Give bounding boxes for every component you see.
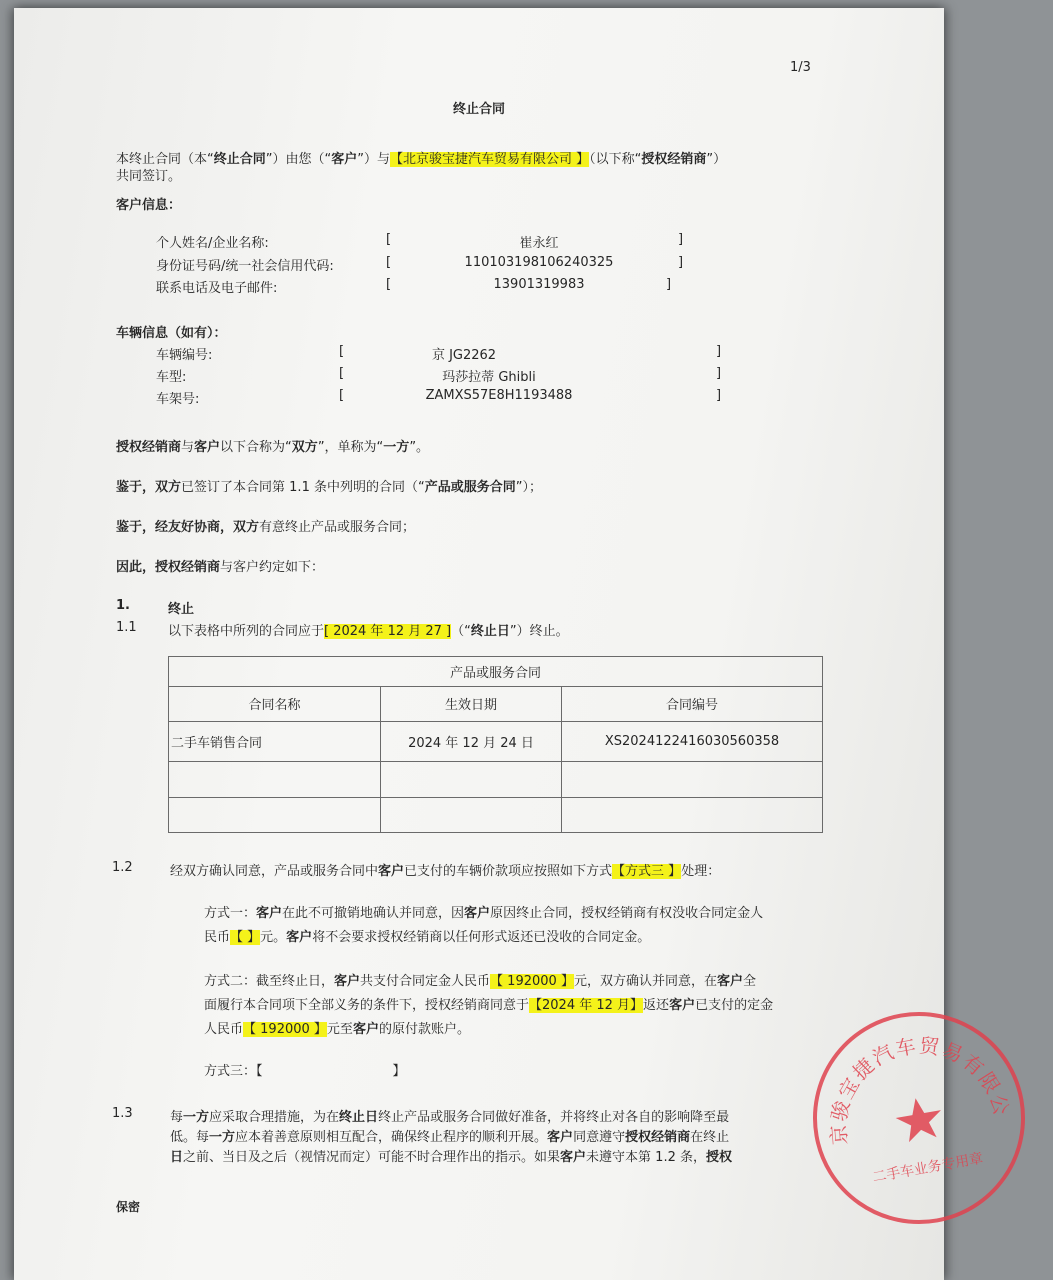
vehicle-plate-label: 车辆编号: xyxy=(156,348,213,363)
clause-1-2-number: 1.2 xyxy=(112,860,133,875)
refund-date-field: 【2024 年 12 月】 xyxy=(529,998,644,1013)
term-product-service-contract: 产品或服务合同 xyxy=(424,480,516,495)
method-1-line-2 xyxy=(204,926,650,945)
clause-text: 元至 xyxy=(326,1022,353,1037)
term-customer: 客户 xyxy=(352,1022,379,1037)
parties-clause xyxy=(116,436,429,455)
method-choice-field: 【方式三 】 xyxy=(612,864,682,879)
clause-1-3-number: 1.3 xyxy=(112,1106,133,1121)
clause-text: 经双方确认同意，产品或服务合同中 xyxy=(170,864,379,879)
method-label: 方式三：【 xyxy=(204,1064,263,1079)
vehicle-info-heading: 车辆信息（如有）： xyxy=(116,326,227,341)
bracket-open: [ xyxy=(386,232,392,247)
vehicle-plate-value: 京 JG2262 xyxy=(431,348,497,363)
table-header-name: 合同名称 xyxy=(169,686,381,722)
clause-1-3-line-3 xyxy=(170,1146,732,1165)
clause-text: 在终止 xyxy=(690,1130,730,1145)
table-row xyxy=(169,761,823,798)
intro-line-2: 共同签订。 xyxy=(116,169,182,184)
term-customer: 客户 xyxy=(256,906,283,921)
table-cell xyxy=(562,798,823,833)
term-customer: 客户 xyxy=(286,930,313,945)
method-1-line-1 xyxy=(204,902,763,921)
intro-term-dealer: 授权经销商 xyxy=(641,152,707,167)
clause-text: 已签订了本合同第 1.1 条中列明的合同（“ xyxy=(181,480,425,495)
vehicle-vin-value: ZAMXS57E8H1193488 xyxy=(425,388,573,403)
table-header-number: 合同编号 xyxy=(562,686,823,722)
table-caption: 产品或服务合同 xyxy=(169,657,823,687)
clause-text: 应采取合理措施，为在 xyxy=(209,1110,340,1125)
clause-text: 的原付款账户。 xyxy=(378,1022,470,1037)
forfeit-amount-field: 【 】 xyxy=(230,930,261,945)
clause-text: ”，单称为“ xyxy=(317,440,384,455)
clause-text: 终止产品或服务合同做好准备，并将终止对各自的影响降至最 xyxy=(378,1110,730,1125)
vehicle-plate-row xyxy=(14,344,944,362)
seal-text: 北京骏宝捷汽车贸易有限公司 xyxy=(785,1004,1015,1146)
section-1-title: 终止 xyxy=(168,602,195,617)
clause-text: 与 xyxy=(181,440,195,455)
therefore-lead: 因此， xyxy=(116,560,156,575)
page-title: 终止合同 xyxy=(452,102,505,117)
intro-term-termination: 终止合同 xyxy=(213,152,266,167)
method-2-line-1 xyxy=(204,970,756,989)
clause-text: 已支付的车辆价款项应按照如下方式 xyxy=(404,864,613,879)
clause-text: 同意遵守 xyxy=(573,1130,626,1145)
bracket-close: ] xyxy=(678,232,684,247)
clause-1-3-line-1 xyxy=(170,1106,729,1125)
term-one-party: 一方 xyxy=(183,1110,210,1125)
whereas-clause-1 xyxy=(116,476,542,495)
clause-text: 处理： xyxy=(681,864,721,879)
clause-text: 以下合称为“ xyxy=(220,440,292,455)
contract-table xyxy=(168,656,823,833)
term-customer: 客户 xyxy=(194,440,221,455)
customer-name-label: 个人姓名/企业名称: xyxy=(156,236,269,251)
term-customer: 客户 xyxy=(716,974,743,989)
method-label: 方式一： xyxy=(204,906,257,921)
customer-name-row xyxy=(14,232,944,250)
vehicle-model-value: 玛莎拉蒂 Ghibli xyxy=(442,370,536,385)
term-both-parties: 双方 xyxy=(233,520,260,535)
clause-1-3-line-2 xyxy=(170,1126,729,1145)
table-cell: XS20241224160305603​58 xyxy=(562,722,823,762)
term-termination-date: 终止日 xyxy=(339,1110,379,1125)
bracket-close: ] xyxy=(666,277,672,292)
clause-1-1-number: 1.1 xyxy=(116,620,137,635)
term-customer: 客户 xyxy=(669,998,696,1013)
clause-text: 应本着善意原则相互配合，确保终止程序的顺利开展。 xyxy=(235,1130,548,1145)
clause-text: 原因终止合同，授权经销商有权没收合同定金人 xyxy=(490,906,764,921)
clause-text: 元，双方确认并同意，在 xyxy=(573,974,717,989)
vehicle-vin-row xyxy=(14,388,944,406)
section-1-number: 1. xyxy=(116,598,130,613)
bracket-close: ] xyxy=(716,344,722,359)
table-header-date: 生效日期 xyxy=(381,686,562,722)
bracket-close: ] xyxy=(716,366,722,381)
term-both-parties: 双方 xyxy=(291,440,318,455)
clause-text: 低。每 xyxy=(170,1130,210,1145)
clause-text: 返还 xyxy=(643,998,670,1013)
customer-id-value: 110103198106240325 xyxy=(464,255,614,270)
method-2-line-2 xyxy=(204,994,773,1013)
therefore-clause xyxy=(116,556,324,575)
clause-text: （“ xyxy=(451,624,471,639)
customer-contact-label: 联系电话及电子邮件: xyxy=(156,281,278,296)
clause-text: ”。 xyxy=(409,440,430,455)
clause-text: 与客户约定如下： xyxy=(220,560,325,575)
clause-text: 之前、当日及之后（视情况而定）可能不时合理作出的指示。如果 xyxy=(183,1150,561,1165)
clause-text: 有意终止产品或服务合同； xyxy=(259,520,416,535)
confidential-footer: 保密 xyxy=(116,1200,141,1214)
deposit-amount-field: 【 192000 】 xyxy=(490,974,574,989)
table-row xyxy=(169,798,823,833)
intro-line-1 xyxy=(116,148,726,167)
clause-text: 在此不可撤销地确认并同意，因 xyxy=(282,906,465,921)
vehicle-vin-label: 车架号: xyxy=(156,392,200,407)
table-cell xyxy=(169,798,381,833)
bracket-open: [ xyxy=(339,344,345,359)
vehicle-model-label: 车型: xyxy=(156,370,187,385)
clause-text: 民币 xyxy=(204,930,231,945)
clause-1-1 xyxy=(168,620,569,639)
method-3-line xyxy=(204,1060,406,1079)
term-dealer: 授权 xyxy=(706,1150,733,1165)
intro-text: ”）与 xyxy=(357,152,391,167)
table-cell xyxy=(169,761,381,798)
customer-info-heading: 客户信息： xyxy=(116,198,182,213)
svg-text:北京骏宝捷汽车贸易有限公司 xyxy=(786,985,1015,1154)
whereas-lead: 鉴于，经友好协商， xyxy=(116,520,234,535)
dealer-name-field: 【北京骏宝捷汽车贸易有限公司 】 xyxy=(390,152,590,167)
customer-contact-value: 13901319983 xyxy=(493,277,585,292)
intro-text: ”） xyxy=(706,152,727,167)
clause-text: 未遵守本第 1.2 条， xyxy=(586,1150,706,1165)
table-cell: 二手车销售合同 xyxy=(169,722,381,762)
clause-text: ”）终止。 xyxy=(509,624,569,639)
company-seal xyxy=(786,985,1052,1251)
bracket-open: [ xyxy=(339,388,345,403)
term-customer: 客户 xyxy=(547,1130,574,1145)
clause-text: 】 xyxy=(392,1064,406,1079)
clause-text: 全 xyxy=(742,974,756,989)
clause-text: 共支付合同定金人民币 xyxy=(360,974,491,989)
table-row xyxy=(169,722,823,762)
bracket-close: ] xyxy=(716,388,722,403)
intro-text: ”）由您（“ xyxy=(265,152,332,167)
table-cell: 2024 年 12 月 24 日 xyxy=(381,722,562,762)
term-customer: 客户 xyxy=(334,974,361,989)
customer-id-label: 身份证号码/统一社会信用代码: xyxy=(156,259,334,274)
clause-text: 以下表格中所列的合同应于 xyxy=(168,624,325,639)
term-both-parties: 双方 xyxy=(155,480,182,495)
clause-text: 已支付的定金 xyxy=(695,998,774,1013)
customer-contact-row xyxy=(14,277,944,295)
term-dealer: 授权经销商 xyxy=(155,560,221,575)
whereas-lead: 鉴于， xyxy=(116,480,156,495)
bracket-close: ] xyxy=(678,255,684,270)
term-customer: 客户 xyxy=(378,864,405,879)
clause-text: 将不会要求授权经销商以任何形式返还已没收的合同定金。 xyxy=(312,930,651,945)
seal-icon xyxy=(786,985,1052,1251)
term-termination-date: 终止日 xyxy=(470,624,510,639)
term-day: 日 xyxy=(170,1150,184,1165)
table-cell xyxy=(562,761,823,798)
clause-text: 面履行本合同项下全部义务的条件下，授权经销商同意于 xyxy=(204,998,530,1013)
term-customer: 客户 xyxy=(560,1150,587,1165)
term-customer: 客户 xyxy=(464,906,491,921)
term-one-party: 一方 xyxy=(383,440,410,455)
term-dealer: 授权经销商 xyxy=(116,440,182,455)
page-number: 1/3 xyxy=(790,60,811,75)
vehicle-model-row xyxy=(14,366,944,384)
method-2-line-3 xyxy=(204,1018,470,1037)
contract-page xyxy=(14,8,1015,1280)
whereas-clause-2 xyxy=(116,516,415,535)
customer-id-row xyxy=(14,255,944,273)
intro-text: （以下称“ xyxy=(589,152,642,167)
refund-amount-field: 【 192000 】 xyxy=(243,1022,327,1037)
bracket-open: [ xyxy=(386,255,392,270)
method-label: 方式二：截至终止日， xyxy=(204,974,335,989)
clause-1-2 xyxy=(170,860,720,879)
term-one-party: 一方 xyxy=(209,1130,236,1145)
intro-text: 本终止合同（本“ xyxy=(116,152,214,167)
bracket-open: [ xyxy=(386,277,392,292)
bracket-open: [ xyxy=(339,366,345,381)
table-cell xyxy=(381,798,562,833)
clause-text: ”）； xyxy=(515,480,542,495)
clause-text: 人民币 xyxy=(204,1022,244,1037)
termination-date-field: [ 2024 年 12 月 27 ] xyxy=(324,624,452,639)
intro-term-customer: 客户 xyxy=(331,152,358,167)
term-dealer: 授权经销商 xyxy=(625,1130,691,1145)
clause-text: 每 xyxy=(170,1110,184,1125)
clause-text: 元。 xyxy=(260,930,287,945)
table-cell xyxy=(381,761,562,798)
customer-name-value: 崔永红 xyxy=(519,236,559,251)
seal-subtext: 二手车业务专用章 xyxy=(871,1150,985,1186)
